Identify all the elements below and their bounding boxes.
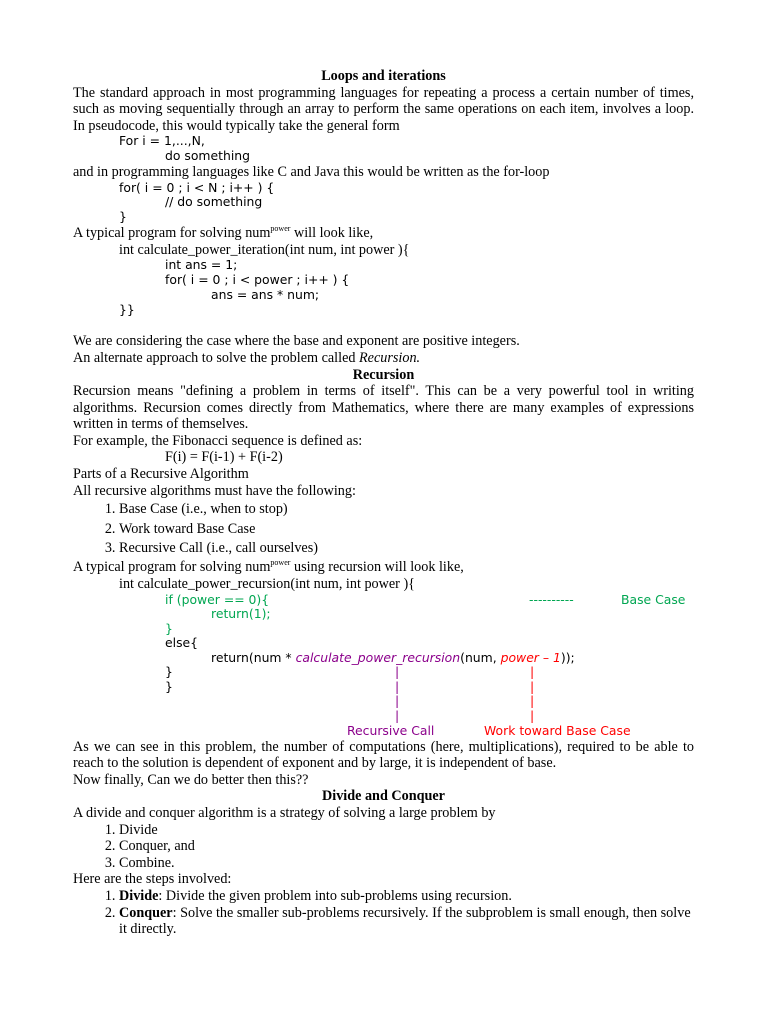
code-return-recursive: return(num * calculate_power_recursion(num, power – 1)); [211, 649, 575, 665]
heading-recursion: Recursion [352, 366, 415, 383]
code-if: if (power == 0){ [165, 591, 270, 607]
code-close-if: } [165, 620, 173, 636]
fibonacci-intro: For example, the Fibonacci sequence is defined as: [73, 432, 363, 449]
for-line-3: } [119, 209, 127, 225]
annotation-row [73, 724, 694, 739]
typical-recursion-text: A typical program for solving num$^{power}$ using recursion will look like, [73, 558, 464, 576]
parts-intro: All recursive algorithms must have the following: [73, 482, 356, 499]
recursion-definition: Recursion means "defining a problem in terms of itself". This can be a very powerful tool in writing algorithms. Recursion comes directly from Mathematics, where there are many examples of expressions written in terms of themselves. [73, 383, 694, 433]
for-line-2: // do something [165, 194, 263, 210]
list-item: 1. Divide: Divide the given problem into sub-problems using recursion. [119, 888, 694, 905]
recursive-call-pointer: | [395, 707, 400, 723]
parts-title: Parts of a Recursive Algorithm [73, 466, 249, 483]
pseudo-line-1: For i = 1,...,N, [119, 133, 205, 149]
steps-intro: Here are the steps involved: [73, 871, 232, 888]
recursive-call-pointer: | [395, 678, 400, 694]
iteration-signature: int calculate_power_iteration(int num, int power ){ [119, 241, 410, 258]
recursive-call-pointer: | [395, 693, 400, 709]
list-item: 1. Divide [119, 822, 694, 839]
recursion-question: Now finally, Can we do better then this?? [73, 771, 309, 788]
recursion-conclusion: As we can see in this problem, the number of computations (here, multiplications), required to be able to reach to the solution is dependent of exponent and by large, it is independent of base. [73, 738, 694, 772]
recursion-signature: int calculate_power_recursion(int num, int power ){ [119, 576, 415, 593]
dac-list [73, 822, 694, 872]
steps-list [73, 888, 694, 938]
code-return-1: return(1); [211, 606, 271, 622]
code-else: else{ [165, 635, 199, 651]
typical-iteration-text: A typical program for solving num$^{power}$ will look like, [73, 223, 374, 241]
list-item: 2. Conquer, and [119, 838, 694, 855]
fibonacci-formula: F(i) = F(i-1) + F(i-2) [165, 449, 283, 466]
pseudo-line-2: do something [165, 148, 250, 164]
dac-intro: A divide and conquer algorithm is a strategy of solving a large problem by [73, 805, 496, 821]
iteration-code-3: ans = ans * num; [211, 286, 320, 302]
for-line-1: for( i = 0 ; i < N ; i++ ) { [119, 179, 275, 195]
work-toward-label: Work toward Base Case [484, 722, 631, 738]
list-item: 1. Base Case (i.e., when to stop) [119, 501, 694, 518]
list-item: 3. Combine. [119, 855, 694, 872]
heading-loops: Loops and iterations [321, 68, 446, 84]
list-item: 2. Conquer: Solve the smaller sub-problems recursively. If the subproblem is small enough, then solve it directly. [119, 905, 694, 938]
heading-divide-conquer: Divide and Conquer [322, 788, 445, 805]
iteration-code-1: int ans = 1; [165, 257, 238, 273]
code-close-function: } [165, 678, 173, 694]
work-toward-pointer: | [530, 693, 535, 709]
code-close-else: } [165, 664, 173, 680]
iteration-code-4: }} [119, 301, 135, 317]
iteration-code-2: for( i = 0 ; i < power ; i++ ) { [165, 271, 350, 287]
recursive-call-pointer: | [395, 664, 400, 680]
recursion-code-block [73, 593, 694, 724]
positive-integers-text: We are considering the case where the base and exponent are positive integers. [73, 333, 520, 350]
parts-list [73, 501, 694, 556]
recursive-call-label: Recursive Call [347, 722, 435, 738]
list-item: 2. Work toward Base Case [119, 521, 694, 538]
work-toward-pointer: | [530, 707, 535, 723]
list-item: 3. Recursive Call (i.e., call ourselves) [119, 540, 694, 557]
alternate-approach-text: An alternate approach to solve the problem called Recursion. [73, 349, 421, 366]
loops-intro: The standard approach in most programming languages for repeating a process a certain number of times, such as moving sequentially through an array to perform the same operations on each item, involves a loop. In pseudocode, this would typically take the general form [73, 84, 694, 134]
document-page [73, 68, 694, 938]
work-toward-pointer: | [530, 664, 535, 680]
code-dashes: ---------- [529, 591, 574, 607]
work-toward-pointer: | [530, 678, 535, 694]
base-case-label: Base Case [621, 591, 686, 607]
c-java-text: and in programming languages like C and Java this would be written as the for-loop [73, 163, 550, 180]
